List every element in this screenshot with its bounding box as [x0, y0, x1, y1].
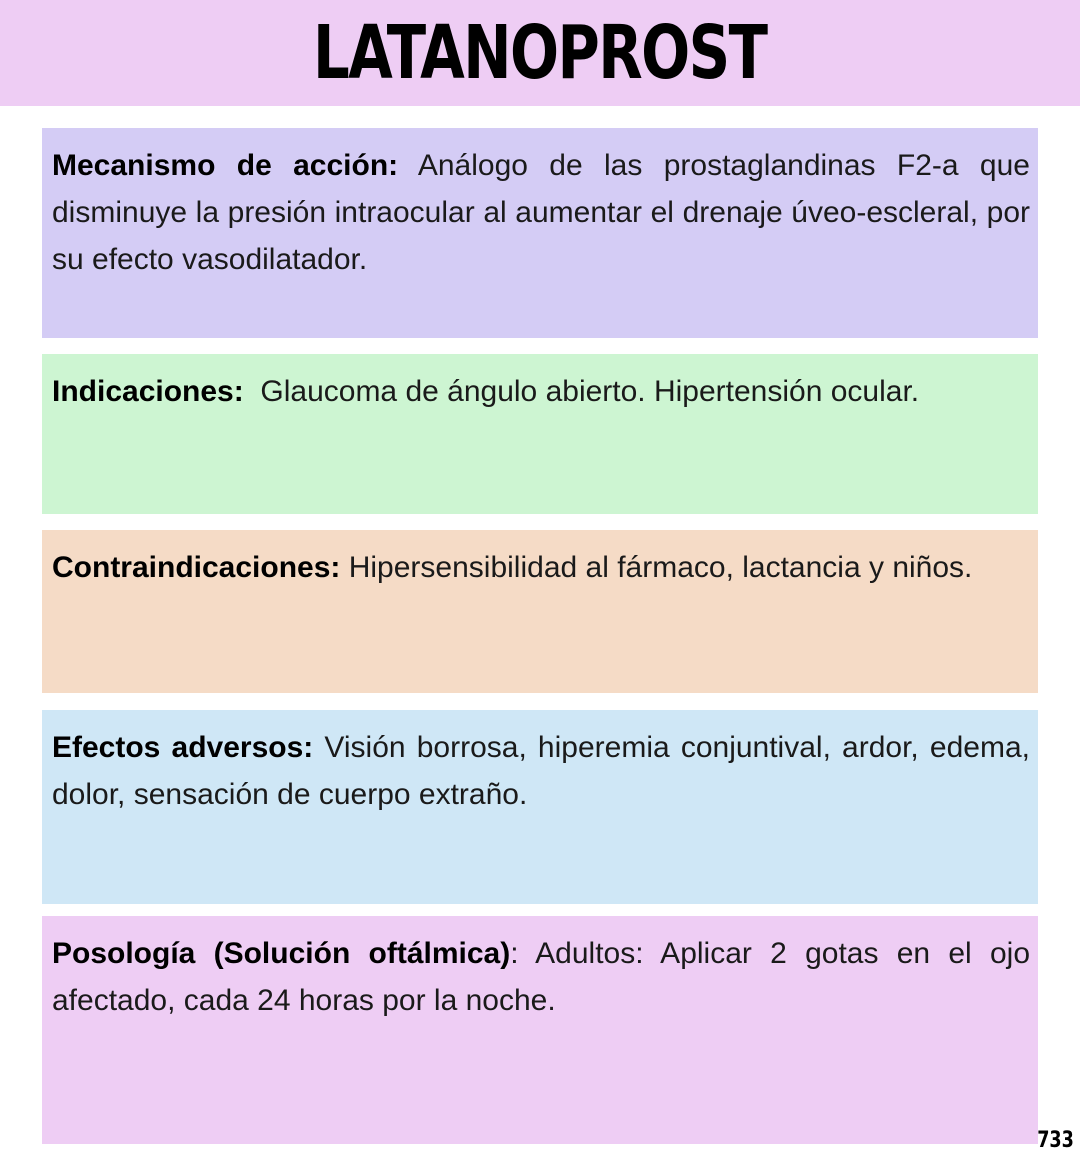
mechanism-of-action-label: Mecanismo de acción: [52, 149, 399, 182]
contraindications-section [42, 530, 1038, 693]
title-banner [0, 0, 1080, 106]
contraindications-label: Contraindicaciones: [52, 551, 341, 584]
dosage-text: : Adultos: Aplicar 2 gotas en el ojo afectado, cada 24 horas por la noche. [52, 937, 1031, 1017]
dosage-section [42, 916, 1038, 1144]
adverse-effects-section [42, 710, 1038, 904]
dosage-label: Posología (Solución oftálmica) [52, 937, 511, 970]
adverse-effects-text: Visión borrosa, hiperemia conjuntival, ardor, edema, dolor, sensación de cuerpo extraño. [52, 731, 1030, 811]
indications-text: Glaucoma de ángulo abierto. Hipertensión ocular. [243, 375, 920, 408]
contraindications-text: Hipersensibilidad al fármaco, lactancia y niños. [340, 551, 973, 584]
mechanism-of-action-section [42, 128, 1038, 338]
adverse-effects-label: Efectos adversos: [52, 731, 314, 764]
page-title: LATANOPROST [313, 10, 767, 96]
page-number: 733 [1037, 1128, 1074, 1153]
indications-section [42, 354, 1038, 514]
mechanism-of-action-text: Análogo de las prostaglandinas F2-a que disminuye la presión intraocular al aumentar el drenaje úveo-escleral, por su efecto vasodilatador. [52, 149, 1030, 276]
indications-label: Indicaciones: [52, 375, 244, 408]
